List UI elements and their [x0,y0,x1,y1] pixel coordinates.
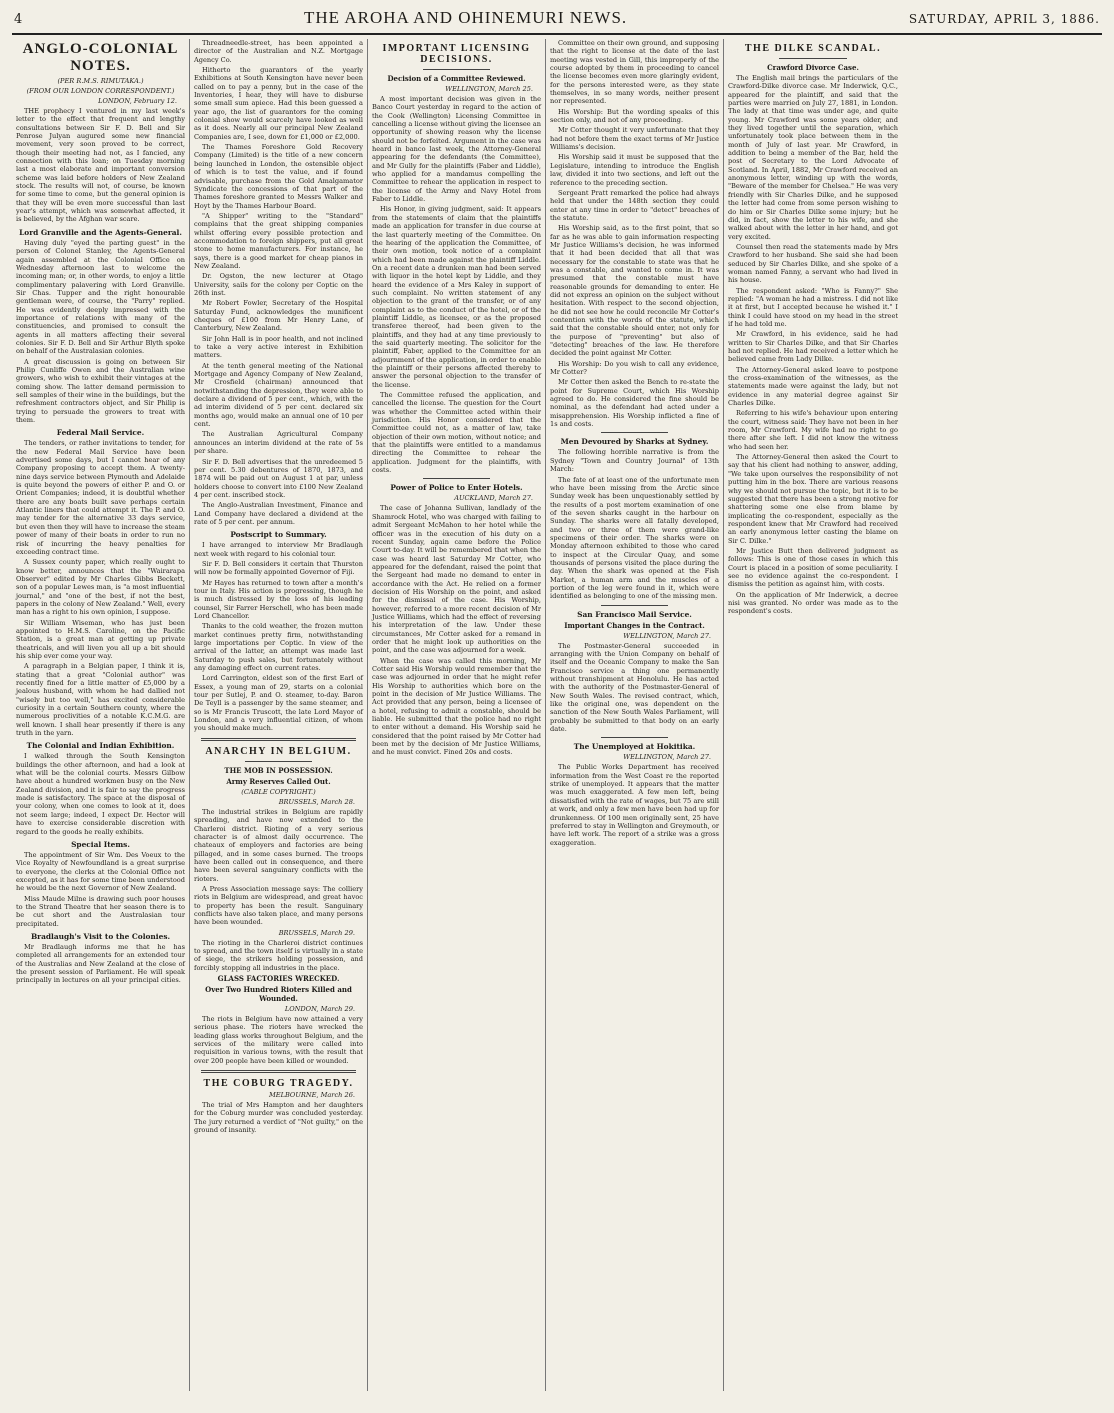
paragraph: Committee on their own ground, and supposing that the right to license at the date of the last meeting was vested in Gill, this improperly of the course adopted by them in proceeding to cancel the license becomes even more glaringly evident, for the persons interested were, as they state themselves, in so many words, neither present nor represented. [550,39,719,106]
paragraph: The respondent asked: "Who is Fanny?" She replied: "A woman he had a mistress. I did not like it at first, but I accepted because he wished it." I think I could have stood on my head in the street if he had told me. [728,286,898,328]
section-heading: San Francisco Mail Service. [577,609,692,619]
paragraph: The trial of Mrs Hampton and her daughters for the Coburg murder was concluded yesterday. The jury returned a verdict of "Not guilty," on the ground of insanity. [194,1101,363,1135]
section-heading: The Unemployed at Hokitika. [573,742,696,752]
paragraph: Thanks to the cold weather, the frozen mutton market continues pretty firm, notwithstanding large importations per Coptic. In view of the arrival of the latter, an attempt was made last Saturday to push sales, but fortunately without any damaging effect on current rates. [194,622,363,673]
paragraph: Hitherto the guarantors of the yearly Exhibitions at South Kensington have never been called on to pay a penny, but in the case of the Inventories, I hear, they will have to disburse some small sum apiece. Had this been guessed a year ago, the list of guarantors for the coming colonial show would scarcely have looked as well as it does. Nearly all our principal New Zealand Companies are, I see, down for £1,000 or £2,000. [194,66,363,141]
paragraph: Referring to his wife's behaviour upon entering the court, witness said: They have not been in her room, Mr Crawford. My wife had no right to go there after she left. I did not know the witness who had seen her. [728,409,898,451]
paragraph: Lord Carrington, eldest son of the first Earl of Essex, a young man of 29, starts on a colonial tour per Sutlej, P. and O. steamer, to-day. Baron De Teyll is a passenger by the same steamer, and so is Mr Francis Truscott, the late Lord Mayor of London, and a very influential citizen, of whom you should make much. [194,674,363,733]
paragraph: When the case was called this morning, Mr Cotter said His Worship would remember that the case was adjourned in order that he might refer His Worship to authorities which bore on the point in the decision of Mr Justice Williams. The Act provided that any person, being a licensee of a hotel, refusing to admit a constable, should be liable. He submitted that the police had no right to enter without a demand. His Worship said he considered that the point raised by Mr Cotter had been met by the decision of Mr Justice Williams, and he must convict. Fined 20s and costs. [372,656,541,757]
paragraph: His Worship said it must be supposed that the Legislature, intending to introduce the English law, divided it into two sections, and left out the reference to the preceding section. [550,153,719,187]
article-title-anglo-colonial: ANGLO-COLONIAL NOTES. [22,41,179,74]
section-heading: The Colonial and Indian Exhibition. [26,741,175,751]
divider [423,69,491,70]
column-2 [190,39,368,1391]
divider [779,58,847,59]
paragraph: THE prophecy I ventured in my last week's letter to the effect that frequent and lengthy consultations between Sir F. D. Bell and Sir Penrose Julyan augured some new financial movement, very soon proved to be correct, though their meeting had not, as I fancied, any connection with this loan; on Tuesday morning last a most elaborate and important conversion scheme was laid before holders of New Zealand stock. The results will not, of course, be known for some time to come, but the general opinion is that they will be even more successful than last year's attempt, which was somewhat affected, it is believed, by the Afghan war scare. [16,107,185,224]
paragraph: The rioting in the Charleroi district continues to spread, and the town itself is virtually in a state of siege, the strikers holding possession, and forcibly stopping all industries in the place. [194,938,363,972]
column-4 [546,39,724,1391]
paragraph: Mr Cotter thought it very unfortunate that they had not before them the exact terms of Mr Justice Williams's decision. [550,126,719,152]
cable-note: (CABLE COPYRIGHT.) [241,787,316,796]
paragraph: The Australian Agricultural Company announces an interim dividend at the rate of 5s per share. [194,430,363,456]
paragraph: Counsel then read the statements made by Mrs Crawford to her husband. She said she had been seduced by Sir Charles Dilke, and she spoke of a woman named Fanny, a servant who had lived in his house. [728,242,898,285]
paragraph: The English mail brings the particulars of the Crawford-Dilke divorce case. Mr Inderwick, Q.C., appeared for the plaintiff, and said that the parties were married on July 27, 1881, in London. The lady at that time was under age, and quite young. Mr Crawford was some years older, and they lived together until the separation, which unfortunately took place between them in the month of July of last year. Mr Crawford, in addition to being a member of the Bar, held the post of Secretary to the Lord Advocate of Scotland. In April, 1882, Mr Crawford received an anonymous letter, winding up with the words, "Beware of the member for Chelsea." He was very friendly with Sir Charles Dilke, and he supposed the letter had come from some person wishing to do him or Sir Charles Dilke some injury; but he did, in fact, show the letter to his wife, and she walked about with the letter in her hand, and got very excited. [728,74,898,241]
section-heading: Army Reserves Called Out. [226,776,331,786]
paragraph: The Postmaster-General succeeded in arranging with the Union Company on behalf of itself and the Oceanic Company to make the San Francisco service a thing one permanently without transhipment at Honolulu. He has acted with the authority of the Postmaster-General of New South Wales. The revised contract, which, like the original one, was dependent on the sanction of the New South Wales Parliament, will probably be submitted to that body on an early date. [550,641,719,734]
divider [601,432,669,433]
paragraph: The case of Johanna Sullivan, landlady of the Shamrock Hotel, who was charged with failing to admit Sergeant McMahon to her hotel while the officer was in the execution of his duty on a recent Sunday, again came before the Police Court to-day. It will be remembered that when the case was heard last Saturday Mr Cotter, who appeared for the defendant, raised the point that the Sergeant had made no demand to enter in accordance with the Act. He relied on a former decision of His Worship on the point, and asked for the dismissal of the case. His Worship, however, referred to a more recent decision of Mr Justice Williams, which had the effect of reversing his interpretation of the law. Under these circumstances, Mr Cotter asked for a remand in order that he might look up authorities on the point, and the case was adjourned for a week. [372,504,541,655]
column-3 [368,39,546,1391]
article-divider [201,1070,356,1073]
paragraph: The Attorney-General asked leave to postpone the cross-examination of the witnesses, as the statements made were against the lady, but not evidence in any material degree against Sir Charles Dilke. [728,365,898,408]
paragraph: The tenders, or rather invitations to tender, for the new Federal Mail Service have been advertised some days, but I cannot hear of any Company proposing to accept them. A twenty-nine days service between Plymouth and Adelaide is quite beyond the powers of either P. and O. or Orient Companies; indeed, it is doubtful whether there are any boats built save perhaps certain Atlantic liners that could attempt it. The P. and O. may tender for the alternative 33 days service, but even then they will have to increase the steam power of many of their boats in order to run no risk of incurring the heavy penalties for exceeding contract time. [16,439,185,556]
section-heading: Power of Police to Enter Hotels. [390,483,523,493]
section-heading: GLASS FACTORIES WRECKED. [217,974,340,983]
section-heading: Crawford Divorce Case. [767,63,859,72]
columns [12,39,1102,1391]
newspaper-title: THE AROHA AND OHINEMURI NEWS. [303,8,628,27]
paragraph: The industrial strikes in Belgium are rapidly spreading, and have now extended to the Charleroi district. Rioting of a very serious character is of almost daily occurrence. The chateaux of employers and factories are being pillaged, and in some cases burned. The troops have been called out in consequence, and there have been several sanguinary conflicts with the rioters. [194,807,363,883]
paragraph: The fate of at least one of the unfortunate men who have been missing from the Arctic since Sunday week has been unquestionably settled by the results of a post mortem examination of one of the seven sharks caught in the harbour on Sunday. The sharks were all fatally developed, and two or three of them were grand-like specimens of their order. The sharks were on Monday afternoon exhibited to those who cared to inspect at the Circular Quay, and some thousands of persons visited the place during the day. When the shark was opened at the Fish Market, a human arm and the muscles of a portion of the leg were found in it, which were identified as belonging to one of the missing men. [550,475,719,601]
paragraph: Threadneedle-street, has been appointed a director of the Australian and N.Z. Mortgage Agency Co. [194,39,363,64]
paragraph: Mr Hayes has returned to town after a month's tour in Italy. His action is progressing, though he is much distressed by the loss of his leading counsel, Sir Farrer Herschell, who has been made Lord Chancellor. [194,578,363,620]
paragraph: Having duly "eyed the parting guest" in the person of Colonel Stanley, the Agents-General again assembled at the Colonial Office on Wednesday afternoon last to welcome the incoming man; or, in other words, to enjoy a little complimentary palavering with Lord Granville. Sir Chas. Tupper and the right honourable gentleman were, of course, the "Parry" replied. He was evidently deeply impressed with the importance of relations with many of the constituencies, and promised to consult the agents in all matters affecting their several colonies. Sir F. D. Bell and Sir Arthur Blyth spoke on behalf of the Australasian colonies. [16,238,185,356]
section-heading: Lord Granville and the Agents-General. [19,227,182,237]
paragraph: Mr Bradlaugh informs me that he has completed all arrangements for an extended tour of the Australias and New Zealand at the close of the present session of Parliament. He will speak principally in lectures on all your principal cities. [16,942,185,985]
paragraph: On the application of Mr Inderwick, a decree nisi was granted. No order was made as to the respondent's costs. [728,590,898,616]
paragraph: The Thames Foreshore Gold Recovery Company (Limited) is the title of a new concern being launched in London, the ostensible object of which is to test the value, and if found advisable, purchase from the Gold Amalgamator Syndicate the concessions of that part of the Thames foreshore granted to Messrs Walker and Hoyt by the Thames Harbour Board. [194,143,363,210]
paragraph: The following horrible narrative is from the Sydney "Town and Country Journal" of 13th March: [550,448,719,474]
divider [601,605,669,606]
source-line: (FROM OUR LONDON CORRESPONDENT.) [26,87,175,95]
paragraph: The Committee refused the application, and cancelled the license. The question for the Court was whether the Committee acted within their jurisdiction. His Honor considered that the Committee could not, as a matter of law, take objection of their own motion, without notice; and that the plaintiffs were entitled to a mandamus directing the Committee to rehear the application. Judgment for the plaintiffs, with costs. [372,391,541,475]
dateline: LONDON, February 12. [98,97,177,105]
section-heading: Special Items. [71,839,130,849]
paragraph: Sir William Wiseman, who has just been appointed to H.M.S. Caroline, on the Pacific Station, is a great man at getting up private theatricals, and will liven you all up a bit should his ship ever come your way. [16,618,185,660]
newspaper-page [12,8,1102,1393]
paragraph: Sergeant Pratt remarked the police had always held that under the 148th section they could enter at any time in order to "detect" breaches of the statute. [550,188,719,222]
issue-date: SATURDAY, APRIL 3, 1886. [908,12,1100,26]
dateline: LONDON, March 29. [284,1005,355,1013]
section-heading: Postscript to Summary. [230,530,327,540]
article-title-licensing: IMPORTANT LICENSING DECISIONS. [382,43,531,65]
paragraph: At the tenth general meeting of the National Mortgage and Agency Company of New Zealand, Mr Crosfield (chairman) announced that notwithstanding the depression, they were able to declare a dividend of 5 per cent., which, with the ad interim dividend of 5 per cent. declared six months ago, would make an annual one of 10 per cent. [194,361,363,429]
paragraph: "A Shipper" writing to the "Standard" complains that the great shipping companies whilst offering every possible protection and accommodation to foreign shippers, put all great stone to home manufacturers. For instance, he says, there is a good market for cheap pianos in New Zealand. [194,211,363,270]
article-title-coburg: THE COBURG TRAGEDY. [203,1078,354,1090]
paragraph: A paragraph in a Belgian paper, I think it is, stating that a great "Colonial author" was recently fined for a little matter of £5,000 by a jealous husband, with whom he had dallied not "wisely but too well," has excited considerable curiosity in a certain Southern county, where the numerous proclivities of a notable K.C.M.G. are well known. I shall hear presently if there is any truth in the yarn. [16,662,185,738]
paragraph: I have arranged to interview Mr Bradlaugh next week with regard to his colonial tour. [194,541,363,558]
paragraph: A Sussex county paper, which really ought to know better, announces that the "Wairarapa Observer" edited by Mr Charles Gibbs Beckett, son of a popular Lewes man, is "a most influential journal," and "one of the best, if not the best, papers in the colony of New Zealand." Well, every man has a right to his own opinion, I suppose. [16,558,185,617]
dateline: BRUSSELS, March 29. [278,928,355,937]
dateline: MELBOURNE, March 26. [269,1091,355,1100]
section-heading: Federal Mail Service. [56,428,145,438]
paragraph: Miss Maude Milne is drawing such poor houses to the Strand Theatre that her season there is to be cut short and the Australasian tour precipitated. [16,894,185,928]
paragraph: Mr Cotter then asked the Bench to re-state the point for Supreme Court, which His Worship agreed to do. He considered the fine should be nominal, as the defendant had acted under a misapprehension. His Worship inflicted a fine of 1s and costs. [550,378,719,429]
dateline: WELLINGTON, March 27. [623,631,711,640]
paragraph: His Honor, in giving judgment, said: It appears from the statements of claim that the plaintiffs made an application for transfer in due course at the last quarterly meeting of the Committee. On the hearing of the application the Committee, of their own motion, took notice of a complaint which had been made against the plaintiff Liddle. On a recent date a drunken man had been served with liquor in the hotel kept by Liddle, and they heard the evidence of a Mrs Kaley in support of such complaint. No written statement of any objection to the grant of the transfer, or of any complaint as to the conduct of the hotel, or of the plaintiff Liddle, as licensee, or as the proposed transferee thereof, had been given to the plaintiffs, and they had at any time previously to the said quarterly meeting. The solicitor for the plaintiff, Faber, applied to the Committee for an adjournment of the application, in order to enable the plaintiff or their persons affected thereby to answer the personal objection to the transfer of the license. [372,205,541,389]
paragraph: Sir F. D. Bell advertises that the unredeemed 5 per cent. 5.30 debentures of 1870, 1873, and 1874 will be paid out on August 1 at par, unless holders choose to convert into £100 New Zealand 4 per cent. inscribed stock. [194,457,363,499]
paragraph: The riots in Belgium have now attained a very serious phase. The rioters have wrecked the leading glass works throughout Belgium, and the services of the military were called into requisition in various towns, with the result that over 200 people have been killed or wounded. [194,1015,363,1065]
paragraph: The Anglo-Australian Investment, Finance and Land Company have declared a dividend at the rate of 5 per cent. per annum. [194,501,363,526]
section-heading: Decision of a Committee Reviewed. [387,74,526,83]
masthead [12,8,1102,35]
byline: (PER R.M.S. RIMUTAKA.) [57,77,144,85]
column-1 [12,39,190,1391]
paragraph: His Worship said, as to the first point, that so far as he was able to gain information respecting Mr Justice Williams's decision, he was informed that it had been decided that all that was necessary for the constable to state was that he was a constable, and wanted to come in. It was presumed that the constable must have reasonable grounds for demanding to enter. He did not express an opinion on the subject without hesitation. With respect to the second objection, he did not see how he could reconcile Mr Cotter's contention with the words of the statute, which said that the constable should enter, not only for the purpose of "preventing" but also of "detecting" breaches of the law. He therefore decided the point against Mr Cotter. [550,224,719,358]
paragraph: A Press Association message says: The colliery riots in Belgium are widespread, and great havoc to property has been the result. Sanguinary conflicts have also taken place, and many persons have been wounded. [194,884,363,927]
section-heading: Important Changes in the Contract. [564,620,705,630]
section-heading: Men Devoured by Sharks at Sydney. [560,437,709,447]
divider [423,478,491,479]
paragraph: Mr Robert Fowler, Secretary of the Hospital Saturday Fund, acknowledges the munificent cheques of £100 from Mr Henry Lane, of Canterbury, New Zealand. [194,299,363,333]
paragraph: Mr Crawford, in his evidence, said he had written to Sir Charles Dilke, and that Sir Charles had not replied. He had received a letter which he believed came from Lady Dilke. [728,330,898,364]
page-number: 4 [14,12,23,27]
divider [245,761,313,762]
paragraph: His Worship: Do you wish to call any evidence, Mr Cotter? [550,359,719,377]
paragraph: A most important decision was given in the Banco Court yesterday in regard to the action of the Cook (Wellington) Licensing Committee in cancelling a license without giving the licensee an opportunity of showing reason why the license should not be forfeited. Argument in the case was heard in banco last week, the Attorney-General appearing for the defendants (the Committee), and Mr Gully for the plaintiffs (Faber and Liddle), who applied for a mandamus compelling the Committee to rehear the application in respect to the license of the Army and Navy Hotel from Faber to Liddle. [372,95,541,204]
paragraph: Dr. Ogston, the new lecturer at Otago University, sails for the colony per Coptic on the 26th inst. [194,272,363,297]
paragraph: The Public Works Department has received information from the West Coast re the reported strike of unemployed. It appears that the matter was much exaggerated. A few men left, being dissatisfied with the rate of wages, but 75 are still at work, and only a few men have been had up for drunkenness. Of 100 men originally sent, 25 have preferred to stay in Wellington and Greymouth, or have left work. The report of a strike was a gross exaggeration. [550,763,719,847]
dateline: WELLINGTON, March 27. [623,753,711,762]
dateline: AUCKLAND, March 27. [454,494,533,503]
paragraph: Sir John Hall is in poor health, and not inclined to take a very active interest in Exhibition matters. [194,334,363,360]
divider [601,737,669,738]
article-title-dilke: THE DILKE SCANDAL. [744,43,882,54]
paragraph: Mr Justice Butt then delivered judgment as follows: This is one of those cases in which this Court is placed in a position of some peculiarity. I see no evidence against the co-respondent. I dismiss the petition as against him, with costs. [728,546,898,589]
paragraph: The Attorney-General then asked the Court to say that his client had nothing to answer, adding, "We take upon ourselves the responsibility of not putting him in the box. There are various reasons why we should not pursue the topic, but it is to be suggested that there has been a strong motive for shattering some one else from blame by implicating the co-respondent, especially as the respondent knew that Mr Crawford had received an early anonymous letter casting the blame on Sir C. Dilke." [728,453,898,545]
dateline: BRUSSELS, March 28. [278,797,355,806]
article-divider [201,738,356,741]
paragraph: Sir F. D. Bell considers it certain that Thurston will now be formally appointed Governor of Fiji. [194,559,363,577]
paragraph: I walked through the South Kensington buildings the other afternoon, and had a look at what will be the colonial courts. Messrs Gilbow have about a hundred workmen busy on the New Zealand division, and it is fair to say the progress made is satisfactory. The space at the disposal of your colony, when one comes to look at it, does not seem large; indeed, I expect Dr. Hector will have to exercise considerable discretion with regard to the goods he really exhibits. [16,752,185,836]
section-heading: Bradlaugh's Visit to the Colonies. [30,931,171,941]
section-heading: Over Two Hundred Rioters Killed and Wounded. [205,985,352,1003]
paragraph: A great discussion is going on between Sir Philip Cunliffe Owen and the Australian wine growers, who wish to exhibit their vintages at the coming show. The latter demand permission to sell samples of their wine in the buildings, but the refreshment contractors object, and Sir Philip is trying to persuade the growers to treat with them. [16,357,185,425]
dateline: WELLINGTON, March 25. [445,85,533,93]
section-heading: THE MOB IN POSSESSION. [224,765,333,775]
paragraph: His Worship: But the wording speaks of this section only, and not of any proceeding. [550,107,719,125]
column-5 [724,39,902,1391]
paragraph: The appointment of Sir Wm. Des Voeux to the Vice Royalty of Newfoundland is a great surprise to everyone, the clerks at the Colonial Office not excepted, as it has for some time been understood he would be the next Governor of New Zealand. [16,850,185,893]
article-title-anarchy: ANARCHY IN BELGIUM. [205,745,352,757]
